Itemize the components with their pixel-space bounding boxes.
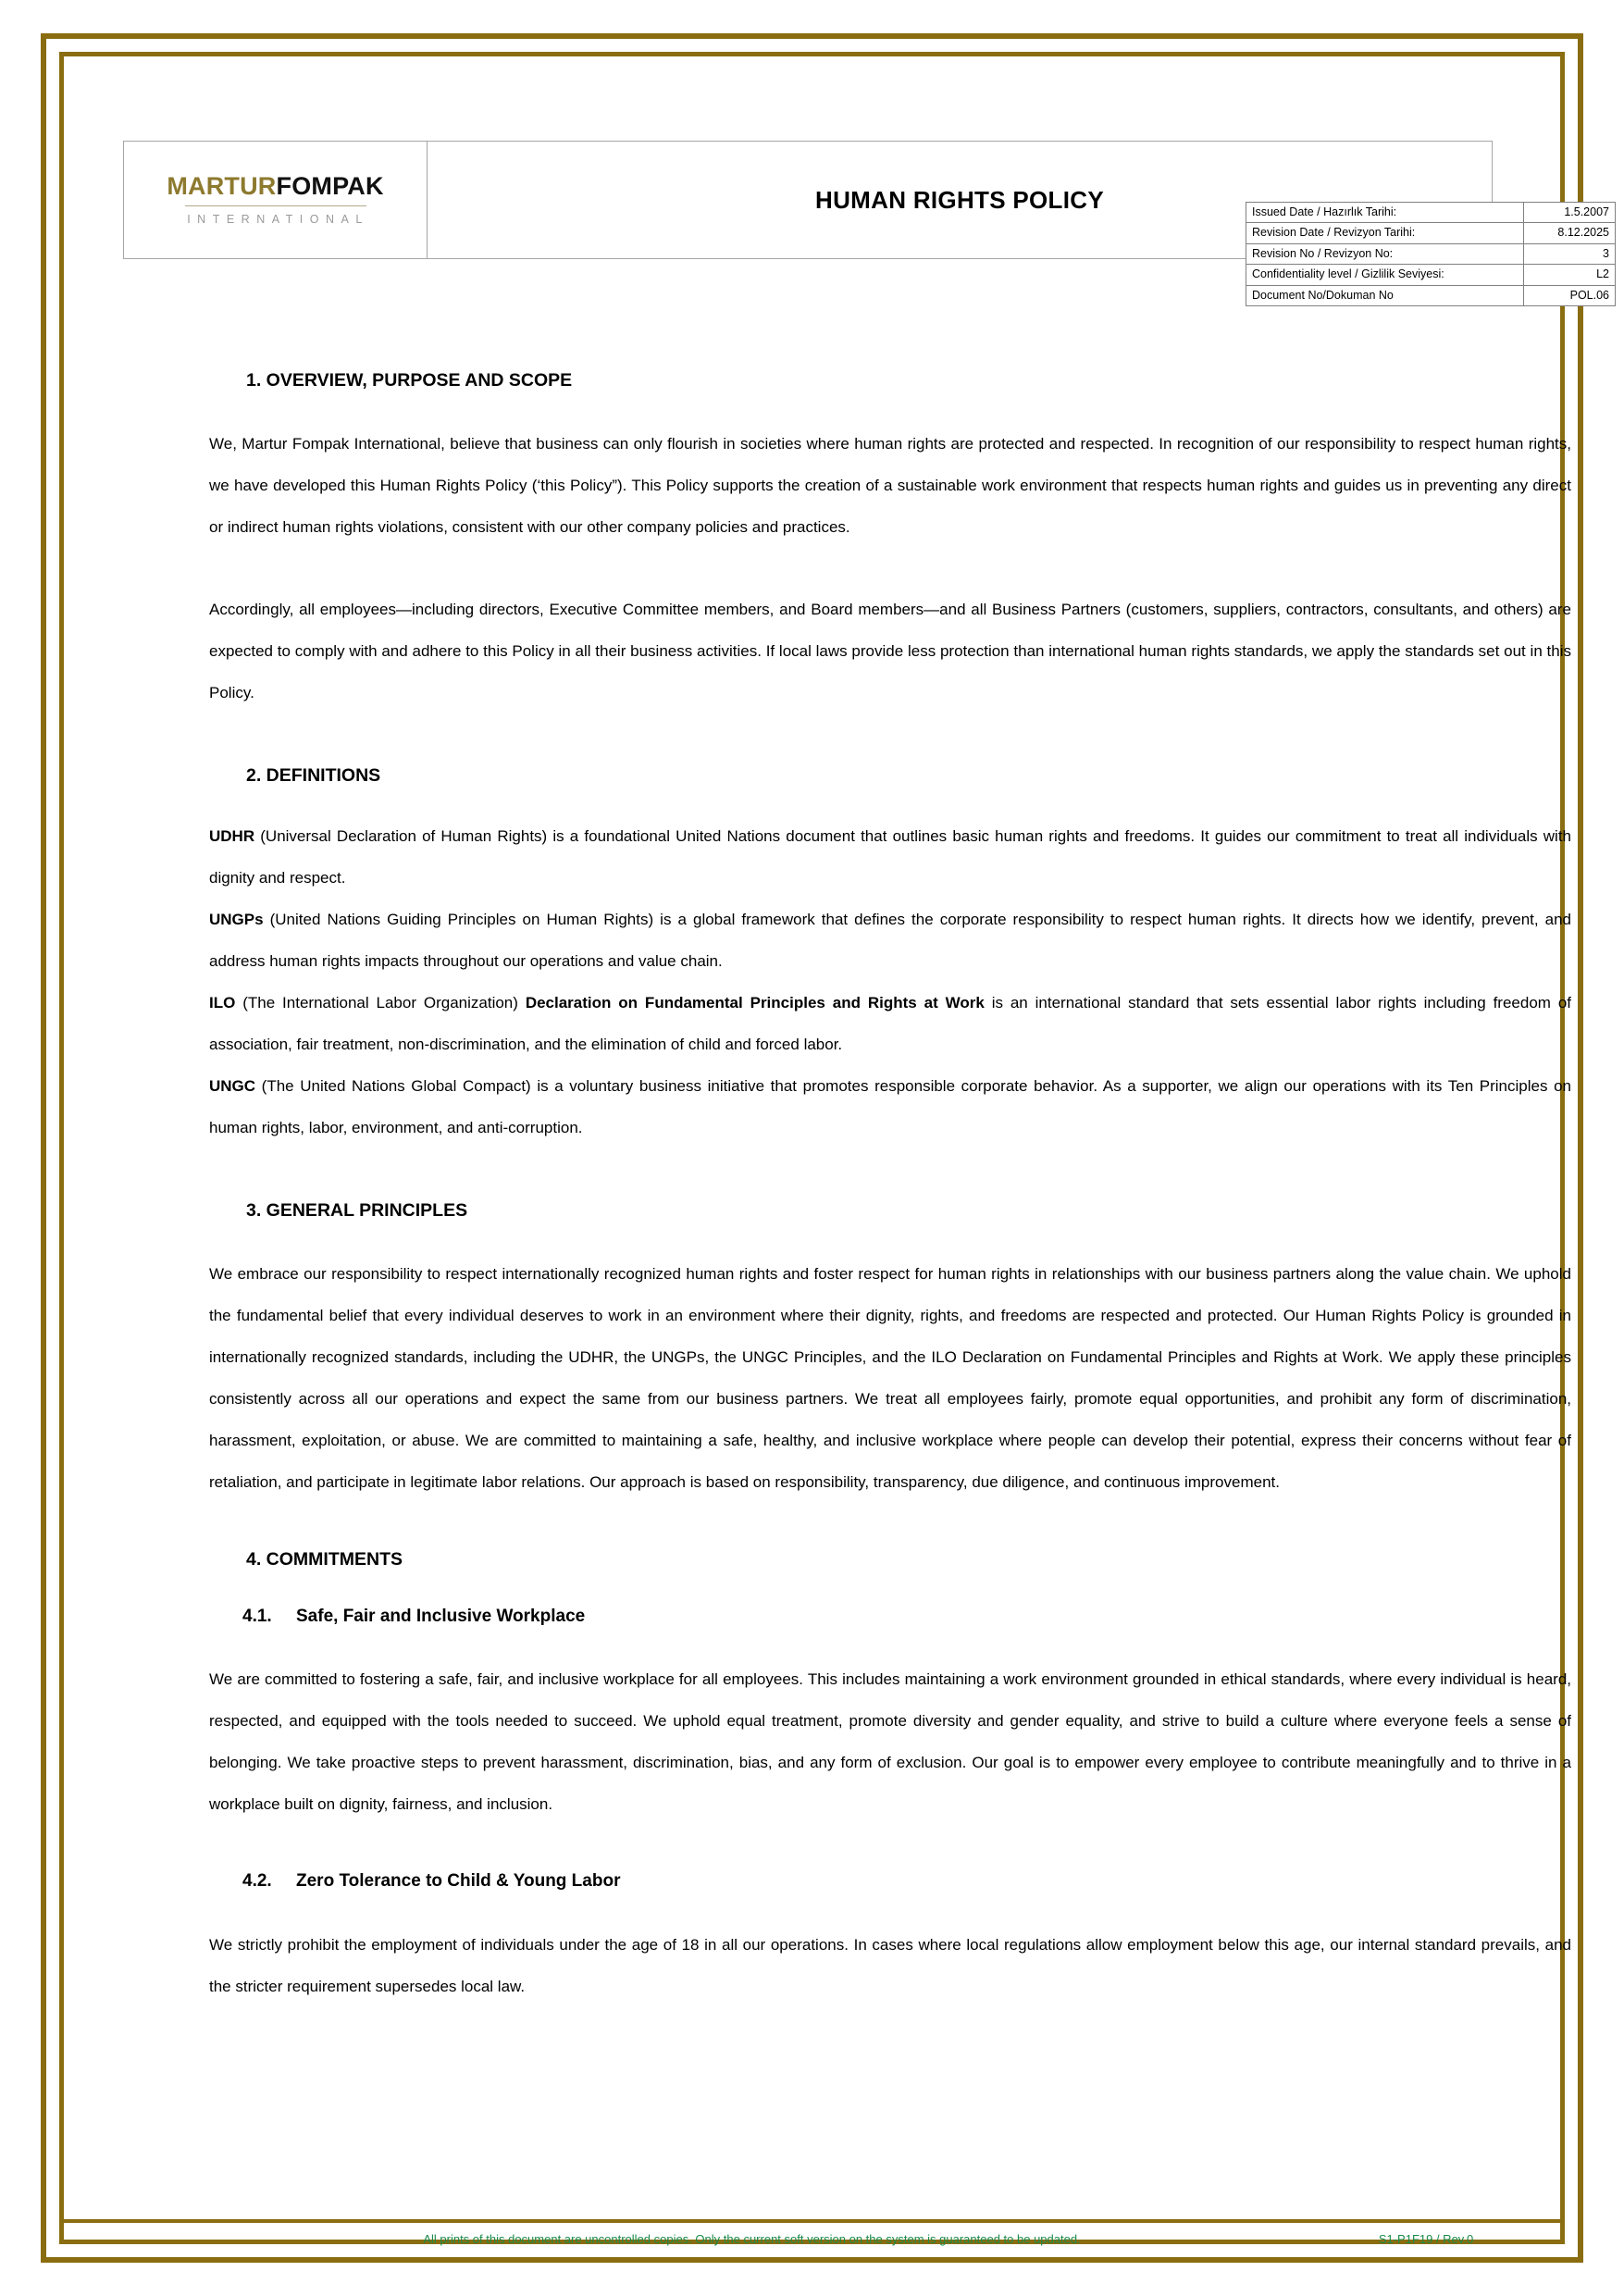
definition-ilo (209, 982, 1571, 1065)
logo-word-fompak: FOMPAK (276, 172, 384, 201)
definition-term-ilo: ILO (209, 993, 236, 1011)
spacer (209, 714, 1571, 765)
definition-text-ungc: (The United Nations Global Compact) is a voluntary business initiative that promotes responsible corporate behavior. As a supporter, we align our operations with its Ten Principles on human rights, labor, environment, and anti-corruption. (209, 1076, 1571, 1136)
meta-table-body (1246, 203, 1616, 306)
definition-term-ungc: UNGC (209, 1076, 256, 1095)
meta-value-revision-no: 3 (1524, 243, 1616, 264)
heading-section-3: 3. GENERAL PRINCIPLES (246, 1199, 468, 1221)
definition-text-ilo: is an international standard that sets essential labor rights including freedom of association, fair treatment, non-discrimination, and the elimination of child and forced labor. (209, 993, 1572, 1053)
heading-number-4-1: 4.1. (242, 1606, 272, 1626)
definition-term-ilo-declaration: Declaration on Fundamental Principles and Rights at Work (525, 993, 985, 1011)
spacer (209, 548, 1571, 589)
spacer (209, 788, 1571, 815)
definition-udhr (209, 815, 1571, 899)
page-title: HUMAN RIGHTS POLICY (815, 185, 1104, 214)
footer-form-code: S1-P1F19 / Rev.0 (1378, 2232, 1474, 2246)
document-meta-table (1246, 202, 1616, 306)
paragraph-section-1-2: Accordingly, all employees—including directors, Executive Committee members, and Board members—and all Business Partners (customers, suppliers, contractors, consultants, and others) are expected to comply with and adhere to this Policy in all their business activities. If local laws provide less protection than international human rights standards, we apply the standards set out in this Policy. (209, 601, 1571, 702)
logo-divider (185, 205, 366, 206)
company-logo (124, 142, 428, 258)
spacer (209, 1148, 1571, 1200)
meta-value-issued-date: 1.5.2007 (1524, 203, 1616, 223)
meta-value-document-no: POL.06 (1524, 285, 1616, 305)
heading-section-1: 1. OVERVIEW, PURPOSE AND SCOPE (246, 370, 573, 391)
spacer (209, 391, 1571, 423)
spacer (209, 1222, 1571, 1253)
heading-number-4-2: 4.2. (242, 1871, 272, 1892)
table-row (1246, 265, 1616, 285)
document-body (209, 370, 1571, 2007)
meta-label-revision-date: Revision Date / Revizyon Tarihi: (1246, 223, 1524, 243)
heading-section-4-2 (209, 1871, 1571, 1893)
table-row (1246, 285, 1616, 305)
heading-section-4: 4. COMMITMENTS (246, 1549, 403, 1570)
spacer (209, 1503, 1571, 1549)
meta-label-document-no: Document No/Dokuman No (1246, 285, 1524, 305)
definition-ungps (209, 899, 1571, 982)
paragraph-section-1-1: We, Martur Fompak International, believe that business can only flourish in societies where human rights are protected and respected. In recognition of our responsibility to respect human rights, we have developed this Human Rights Policy (‘this Policy”). This Policy supports the creation of a sustainable work environment that respects human rights and guides us in preventing any direct or indirect human rights violations, consistent with our other company policies and practices. (209, 435, 1571, 537)
table-row (1246, 243, 1616, 264)
paragraph-section-3-1: We embrace our responsibility to respect internationally recognized human rights and foster respect for human rights in relationships with our business partners along the value chain. We uphold the fundamental belief that every individual deserves to work in an environment where their dignity, rights, and freedoms are respected and protected. Our Human Rights Policy is grounded in internationally recognized standards, including the UDHR, the UNGPs, the UNGC Principles, and the ILO Declaration on Fundamental Principles and Rights at Work. We apply these principles consistently across all our operations and expect the same from our business partners. We treat all employees fairly, promote equal opportunities, and prohibit any form of discrimination, harassment, exploitation, or abuse. We are committed to maintaining a safe, healthy, and inclusive workplace where people can develop their potential, express their concerns without fear of retaliation, and participate in legitimate labor relations. Our approach is based on responsibility, transparency, due diligence, and continuous improvement. (209, 1265, 1571, 1492)
definition-text-udhr: (Universal Declaration of Human Rights) is a foundational United Nations document that outlines basic human rights and freedoms. It guides our commitment to treat all individuals with dignity and respect. (209, 826, 1571, 887)
document-sheet (72, 65, 1609, 2230)
logo-subtitle: INTERNATIONAL (187, 213, 369, 227)
spacer (209, 1893, 1571, 1924)
heading-section-2: 2. DEFINITIONS (246, 765, 381, 787)
paragraph-section-4-1: We are committed to fostering a safe, fair, and inclusive workplace for all employees. This includes maintaining a work environment grounded in ethical standards, where every individual is heard, respected, and equipped with the tools needed to succeed. We uphold equal treatment, promote diversity and gender equality, and strive to build a culture where everyone feels a sense of belonging. We take proactive steps to prevent harassment, discrimination, bias, and any form of exclusion. Our goal is to empower every employee to contribute meaningfully and to thrive in a workplace built on dignity, fairness, and inclusion. (209, 1670, 1571, 1814)
spacer (209, 1825, 1571, 1871)
meta-label-revision-no: Revision No / Revizyon No: (1246, 243, 1524, 264)
table-row (1246, 223, 1616, 243)
spacer (209, 1627, 1571, 1658)
spacer (209, 1571, 1571, 1607)
paragraph-section-4-2: We strictly prohibit the employment of individuals under the age of 18 in all our operations. In cases where local regulations allow employment below this age, our internal standard prevails, and the stricter requirement supersedes local law. (209, 1936, 1571, 1996)
definition-term-udhr: UDHR (209, 826, 255, 845)
logo-wordmark (167, 174, 383, 199)
meta-value-confidentiality: L2 (1524, 265, 1616, 285)
footer-note: All prints of this document are uncontrolled copies. Only the current soft version on the system is guaranteed to be updated. (423, 2232, 1081, 2246)
logo-word-martur: MARTUR (167, 172, 277, 201)
footer-divider (59, 2219, 1565, 2223)
heading-section-4-1 (209, 1607, 1571, 1628)
page-footer (59, 2232, 1565, 2246)
definition-ungc (209, 1065, 1571, 1148)
definition-text-ilo-mid: (The International Labor Organization) (235, 993, 526, 1011)
definition-text-ungps: (United Nations Guiding Principles on Human Rights) is a global framework that defines the corporate responsibility to respect human rights. It directs how we identify, prevent, and address human rights impacts throughout our operations and value chain. (209, 910, 1571, 970)
heading-label-4-2: Zero Tolerance to Child & Young Labor (296, 1871, 621, 1892)
table-row (1246, 203, 1616, 223)
meta-label-issued-date: Issued Date / Hazırlık Tarihi: (1246, 203, 1524, 223)
definition-term-ungps: UNGPs (209, 910, 264, 928)
heading-label-4-1: Safe, Fair and Inclusive Workplace (296, 1606, 586, 1626)
meta-label-confidentiality: Confidentiality level / Gizlilik Seviyesi: (1246, 265, 1524, 285)
meta-value-revision-date: 8.12.2025 (1524, 223, 1616, 243)
